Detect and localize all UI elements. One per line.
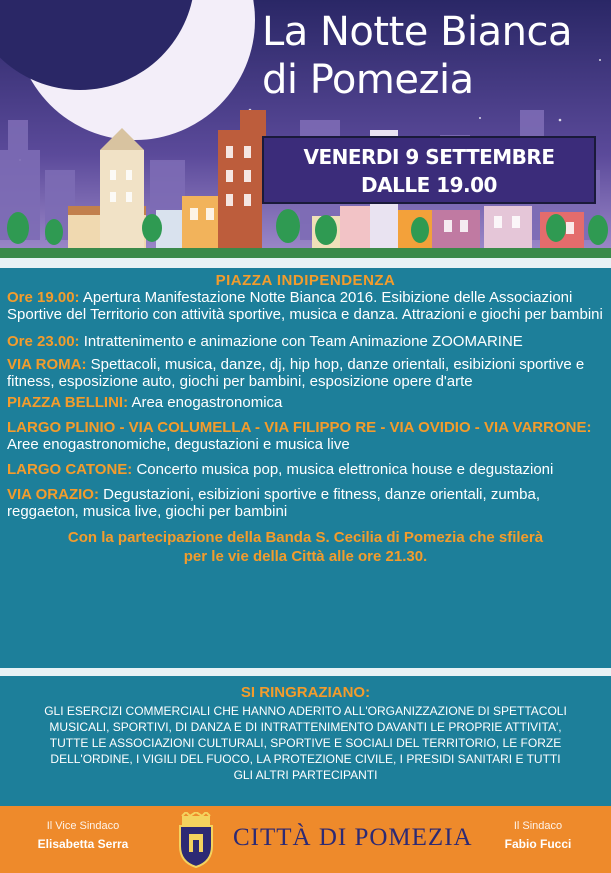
program-item: [7, 486, 605, 520]
title-line-2: di Pomezia: [262, 57, 474, 103]
program-item-label: Ore 19.00:: [7, 289, 80, 306]
date-box: [262, 136, 596, 204]
program-item: [7, 419, 605, 453]
program-item-label: LARGO CATONE:: [7, 461, 133, 478]
date-line-1: VENERDI 9 SETTEMBRE: [303, 145, 555, 169]
program-heading: PIAZZA INDIPENDENZA: [215, 272, 396, 289]
vice-mayor-name: Elisabetta Serra: [37, 837, 129, 851]
thanks-heading: SI RINGRAZIANO:: [240, 684, 371, 701]
vice-mayor-role: Il Vice Sindaco: [46, 820, 120, 832]
closing-line-2: per le vie della Città alle ore 21.30.: [183, 548, 428, 565]
program-item: [7, 356, 605, 390]
thanks-body: GLI ESERCIZI COMMERCIALI CHE HANNO ADERITO ALL'ORGANIZZAZIONE DI SPETTACOLI MUSICALI, SPORTIVI, DI DANZA E DI INTRATTENIMENTO DAVANTI LE PROPRIE ATTIVITA', TUTTE LE ASSOCIAZIONI CULTURALI, SPORTIVE E SOCIALI DEL TERRITORIO, LE FORZE DELL'ORDINE, I VIGILI DEL FUOCO, LA PROTEZIONE CIVILE, I PRESIDI SANITARI E TUTTI GLI ALTRI PARTECIPANTI: [44, 704, 567, 782]
mayor-signature: [488, 820, 588, 851]
mayor-role: Il Sindaco: [513, 820, 563, 832]
mayor-name: Fabio Fucci: [504, 837, 572, 851]
program-item-text: Aree enogastronomiche, degustazioni e musica live: [7, 436, 350, 453]
vice-mayor-signature: [18, 820, 148, 851]
program-item-text: Spettacoli, musica, danze, dj, hip hop, danze orientali, esibizioni sportive e fitness, esposizione auto, giochi per bambini, esposizione opere d'arte: [7, 356, 585, 390]
footer: [0, 806, 611, 873]
program-item-text: Area enogastronomica: [128, 394, 283, 411]
program-item: [7, 461, 605, 478]
program-section: [0, 268, 611, 668]
hero-banner: [0, 0, 611, 258]
program-item: [7, 394, 605, 411]
city-crest-icon: [174, 812, 218, 868]
closing-note: [0, 528, 611, 566]
closing-line-1: Con la partecipazione della Banda S. Cecilia di Pomezia che sfilerà: [67, 529, 544, 546]
program-item-label: VIA ORAZIO:: [7, 486, 99, 503]
title-line-1: La Notte Bianca: [262, 9, 573, 55]
program-item-label: LARGO PLINIO - VIA COLUMELLA - VIA FILIPPO RE - VIA OVIDIO - VIA VARRONE:: [7, 419, 592, 436]
thanks-section: [0, 676, 611, 804]
program-item: [7, 289, 605, 323]
program-item: [7, 333, 605, 350]
program-item-text: Intrattenimento e animazione con Team Animazione ZOOMARINE: [79, 333, 523, 350]
program-item-label: PIAZZA BELLINI:: [7, 394, 129, 411]
program-item-text: Apertura Manifestazione Notte Bianca 2016. Esibizione delle Associazioni Sportive del Territorio con attività sportive, musica e danza. Attrazioni e giochi per bambini: [7, 289, 603, 323]
event-title: [262, 8, 572, 104]
divider: [0, 668, 611, 676]
date-line-2: DALLE 19.00: [361, 173, 497, 197]
program-item-label: VIA ROMA:: [7, 356, 87, 373]
program-item-text: Degustazioni, esibizioni sportive e fitness, danze orientali, zumba, reggaeton, musica live, giochi per bambini: [7, 486, 541, 520]
program-item-label: Ore 23.00:: [7, 333, 80, 350]
city-name: CITTÀ DI POMEZIA: [233, 824, 473, 851]
program-item-text: Concerto musica pop, musica elettronica house e degustazioni: [132, 461, 554, 478]
divider: [0, 258, 611, 268]
